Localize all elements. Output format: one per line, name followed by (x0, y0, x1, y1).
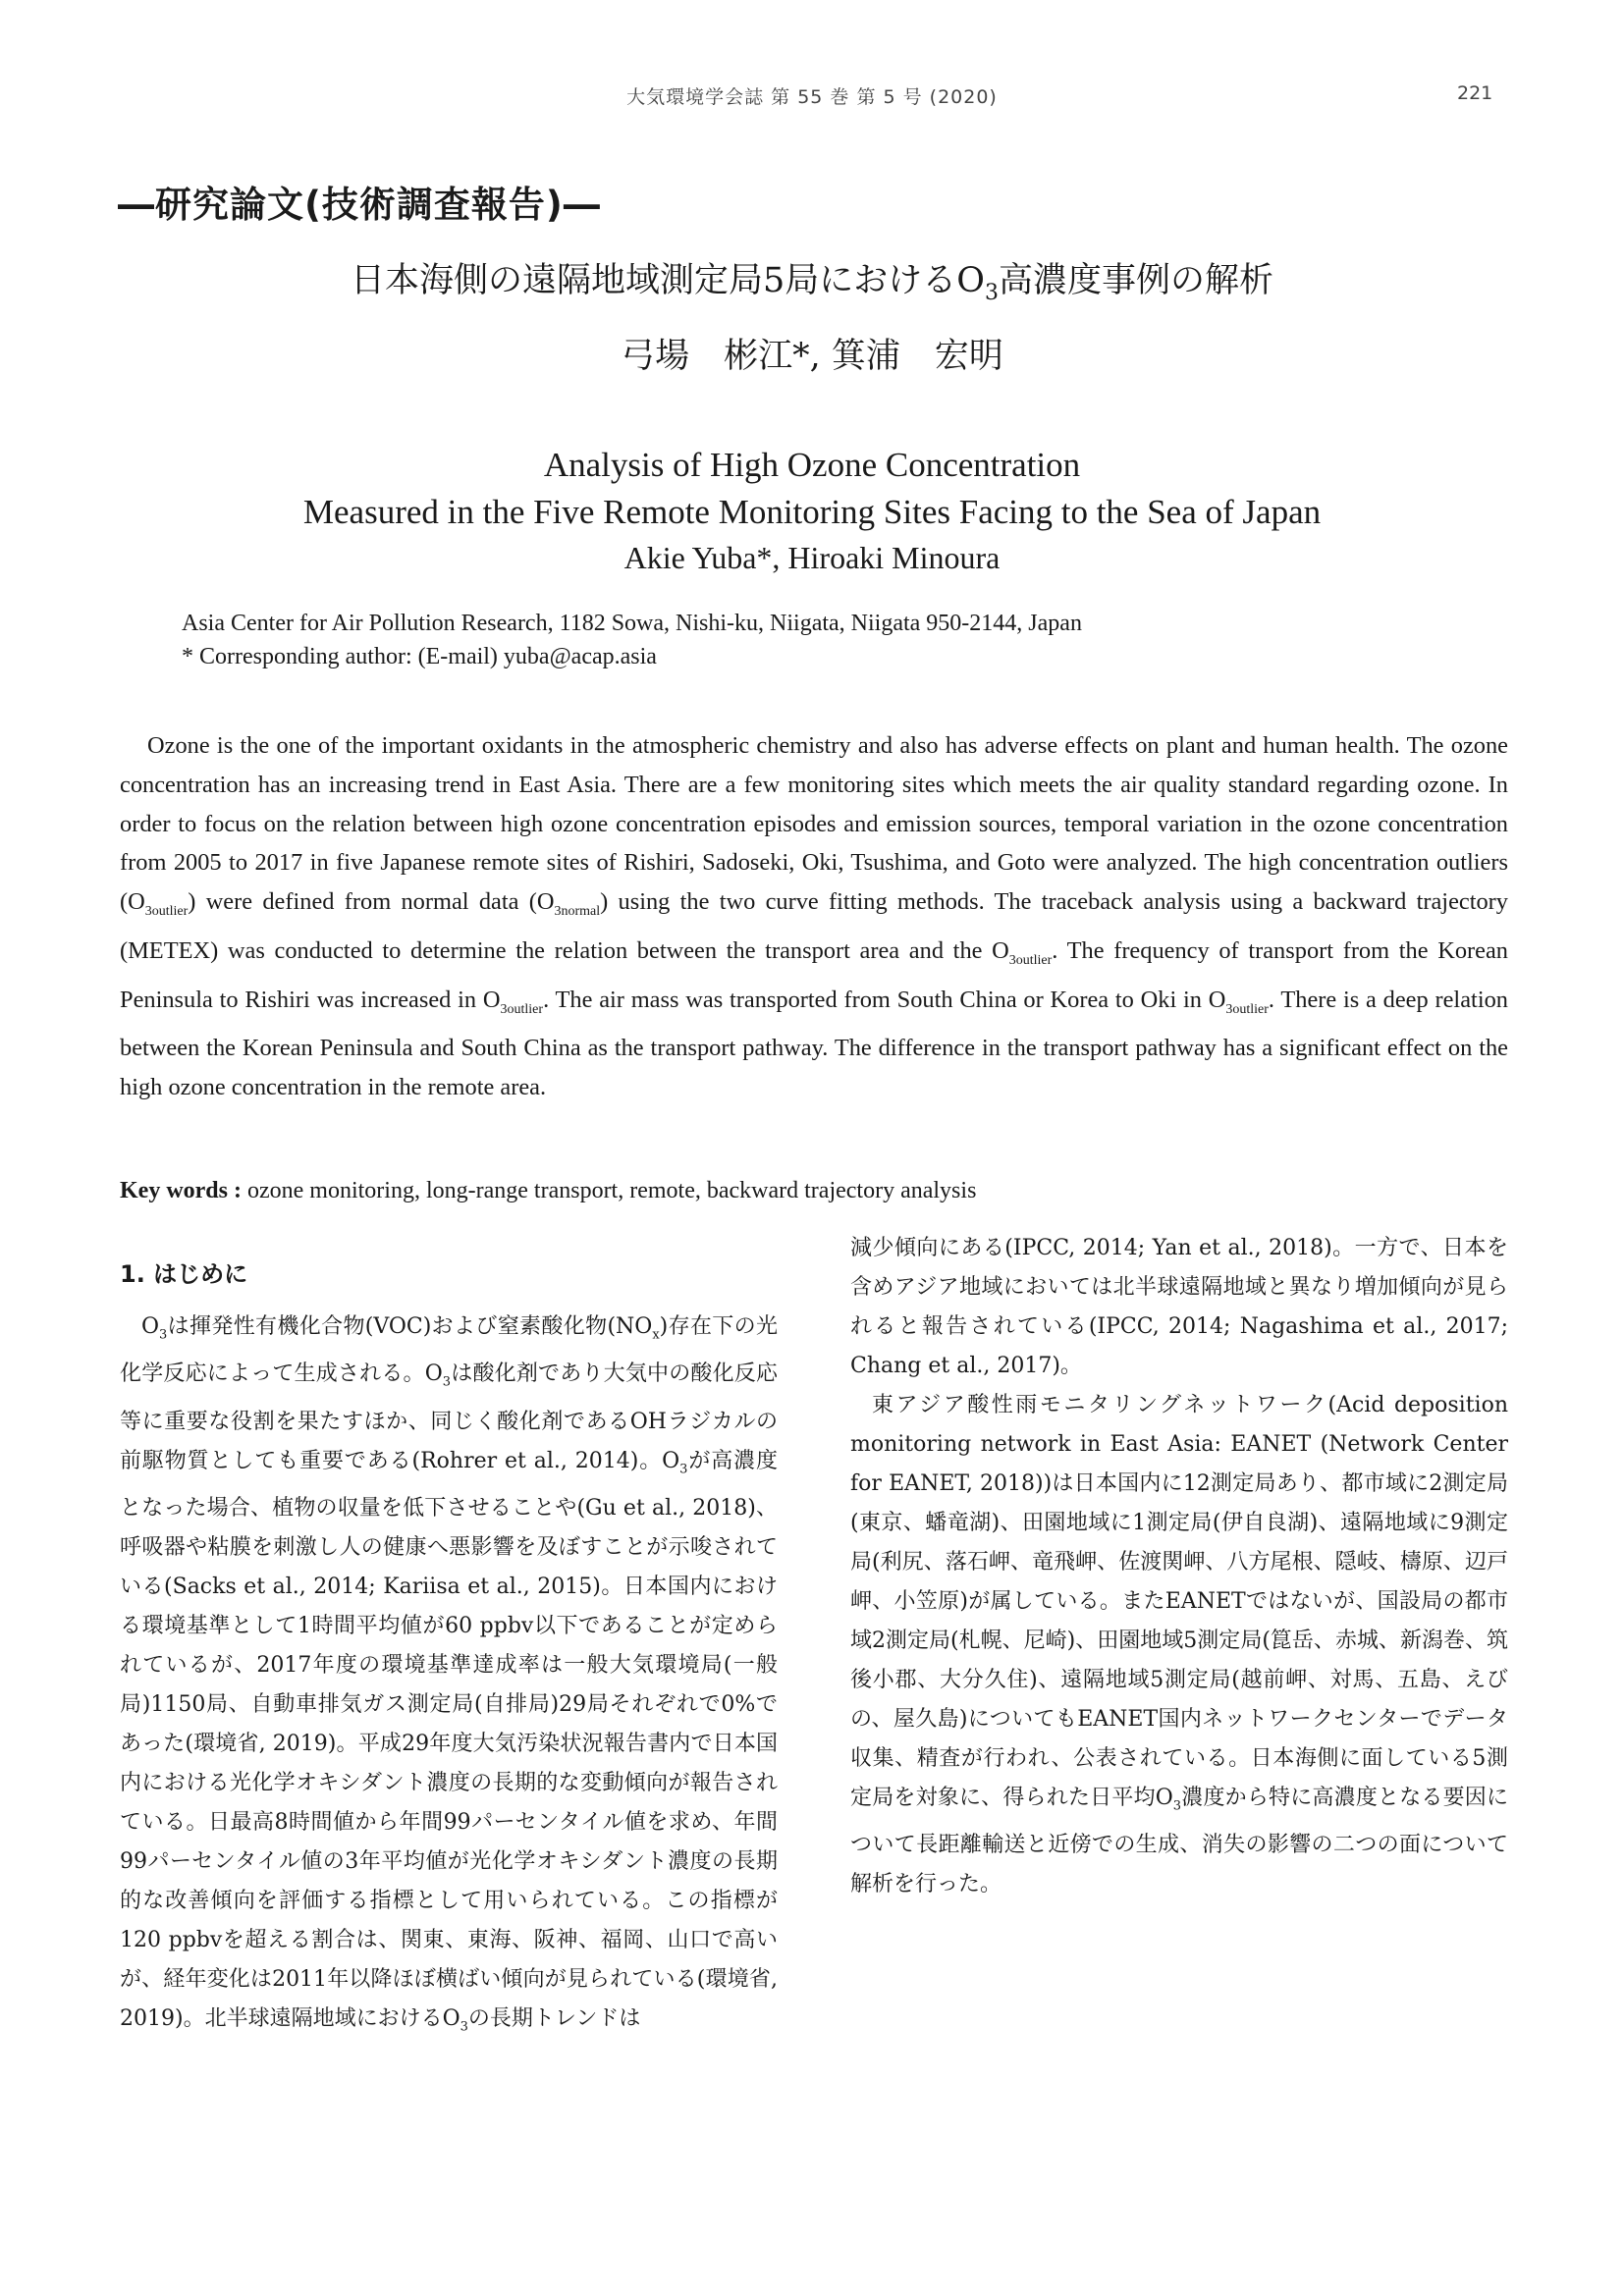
body-text: は酸化剤であり大気中の酸化反応等に重要な役割を果たすほか、同じく酸化剤であるOHラジカルの前駆物質としても重要である(Rohrer et al., 2014)。O (120, 1362, 778, 1473)
normal-subscript: normal (561, 904, 601, 920)
body-text: 東アジア酸性雨モニタリングネットワーク(Acid deposition monitoring network in East Asia: EANET (Network Center for EANET, 2018))は日本国内に12測定局あり、都市域に2測定局(東京、蟠竜湖)、田園地域に1測定局(伊自良湖)、遠隔地域に9測定局(利尻、落石岬、竜飛岬、佐渡関岬、八方尾根、隠岐、檮原、辺戸岬、小笠原)が属している。またEANETではないが、国設局の都市域2測定局(札幌、尼崎)、田園地域5測定局(箟岳、赤城、新潟巻、筑後小郡、大分久住)、遠隔地域5測定局(越前岬、対馬、五島、えびの、屋久島)についてもEANET国内ネットワークセンターでデータ収集、精査が行われ、公表されている。日本海側に面している5測定局を対象に、得られた日平均O (850, 1393, 1508, 1810)
body-text: が高濃度となった場合、植物の収量を低下させることや(Gu et al., 2018)、呼吸器や粘膜を刺激し人の健康へ悪影響を及ぼすことが示唆されている(Sacks et al., 2014; Kariisa et al., 2015)。日本国内における環境基準として1時間平均値が60 ppbv以下であることが定められているが、2017年度の環境基準達成率は一般大気環境局(一般局)1150局、自動車排気ガス測定局(自排局)29局それぞれで0%であった(環境省, 2019)。平成29年度大気汚染状況報告書内で日本国内における光化学オキシダント濃度の長期的な変動傾向が報告されている。日最高8時間値から年間99パーセンタイル値を求め、年間99パーセンタイル値の3年平均値が光化学オキシダント濃度の長期的な改善傾向を評価する指標として用いられている。この指標が120 ppbvを超える割合は、関東、東海、阪神、福岡、山口で高いが、経年変化は2011年以降ほぼ横ばい傾向が見られている(環境省, 2019)。北半球遠隔地域におけるO (120, 1448, 778, 2032)
title-ja-o3: O (956, 261, 985, 300)
affiliation-block (182, 607, 1082, 673)
body-text: は揮発性有機化合物(VOC)および窒素酸化物(NO (167, 1314, 653, 1339)
o3-subscript: 3 (460, 2019, 468, 2035)
section-heading: 1. はじめに (120, 1260, 248, 1288)
body-text: 濃度から特に高濃度となる要因について長距離輸送と近傍での生成、消失の影響の二つの面について解析を行った。 (850, 1786, 1508, 1897)
abstract (120, 726, 1508, 1107)
outlier-subscript: outlier (507, 1001, 544, 1017)
title-ja-o3-sub: 3 (984, 281, 999, 305)
o3-subscript: 3 (1225, 1001, 1233, 1017)
article-type-label: ―研究論文(技術調査報告)― (118, 184, 601, 226)
abstract-text: . The frequency of transport from the Korean Peninsula to Rishiri was increased in O (120, 936, 1508, 1013)
outlier-subscript: outlier (1015, 952, 1053, 968)
abstract-text: Ozone is the one of the important oxidants in the atmospheric chemistry and also has adverse effects on plant and human health. The ozone concentration has an increasing trend in East Asia. There are a few monitoring sites which meets the air quality standard regarding ozone. In order to focus on the relation between high ozone concentration episodes and emission sources, temporal variation in the ozone concentration from 2005 to 2017 in five Japanese remote sites of Rishiri, Sadoseki, Oki, Tsushima, and Goto were analyzed. The high concentration outliers (O (120, 732, 1508, 916)
outlier-subscript: outlier (1232, 1001, 1269, 1017)
o3-subscript: 3 (500, 1001, 508, 1017)
affiliation-address: Asia Center for Air Pollution Research, 1182 Sowa, Nishi-ku, Niigata, Niigata 950-2144, Japan (182, 611, 1082, 636)
keywords-text: ozone monitoring, long-range transport, remote, backward trajectory analysis (241, 1178, 977, 1203)
o3-subscript: 3 (442, 1374, 452, 1390)
nox-subscript: x (652, 1327, 660, 1343)
body-text: O (141, 1314, 160, 1339)
body-text: の長期トレンドは (467, 2006, 641, 2032)
o3-subscript: 3 (554, 904, 562, 920)
abstract-text: . There is a deep relation between the Korean Peninsula and South China as the transport pathway. The difference in the transport pathway has a significant effect on the high ozone concentration in the remote area. (120, 986, 1508, 1100)
english-title (0, 442, 1624, 536)
title-ja-after: 高濃度事例の解析 (998, 261, 1273, 300)
intro-paragraph-1-cont: 減少傾向にある(IPCC, 2014; Yan et al., 2018)。一方で、日本を含めアジア地域においては北半球遠隔地域と異なり増加傾向が見られると報告されている(IPCC, 2014; Nagashima et al., 2017; Chang et al., 2017)。 (850, 1236, 1508, 1378)
english-authors: Akie Yuba*, Hiroaki Minoura (623, 540, 1001, 575)
title-ja-before: 日本海側の遠隔地域測定局5局における (351, 261, 957, 300)
page-number: 221 (1457, 82, 1493, 104)
english-title-line1: Analysis of High Ozone Concentration (543, 446, 1081, 484)
o3-subscript: 3 (679, 1462, 688, 1477)
outlier-subscript: outlier (151, 904, 189, 920)
japanese-title (0, 253, 1624, 305)
body-column-right (850, 1229, 1508, 1904)
o3-subscript: 3 (1172, 1798, 1182, 1814)
corresponding-author: * Corresponding author: (E-mail) yuba@acap.asia (182, 644, 657, 669)
intro-paragraph-1 (120, 1308, 778, 2048)
keywords-label: Key words : (120, 1178, 242, 1203)
abstract-text: ) using the two curve fitting methods. The traceback analysis using a backward trajectory (METEX) was conducted to determine the relation between the transport area and the O (120, 888, 1509, 964)
o3-subscript: 3 (144, 904, 152, 920)
body-column-left (120, 1249, 778, 2048)
intro-paragraph-2 (850, 1386, 1508, 1904)
o3-subscript: 3 (159, 1327, 168, 1343)
o3-subscript: 3 (1008, 952, 1016, 968)
english-title-line2: Measured in the Five Remote Monitoring Sites Facing to the Sea of Japan (302, 493, 1322, 531)
keywords (120, 1178, 976, 1204)
body-text: )存在下の光化学反応によって生成される。O (120, 1314, 778, 1387)
journal-header: 大気環境学会誌 第 55 巻 第 5 号 (2020) (626, 86, 998, 108)
abstract-text: ) were defined from normal data (O (188, 888, 555, 916)
japanese-authors: 弓場 彬江*, 箕浦 宏明 (621, 337, 1003, 376)
abstract-text: . The air mass was transported from South China or Korea to Oki in O (543, 986, 1226, 1013)
